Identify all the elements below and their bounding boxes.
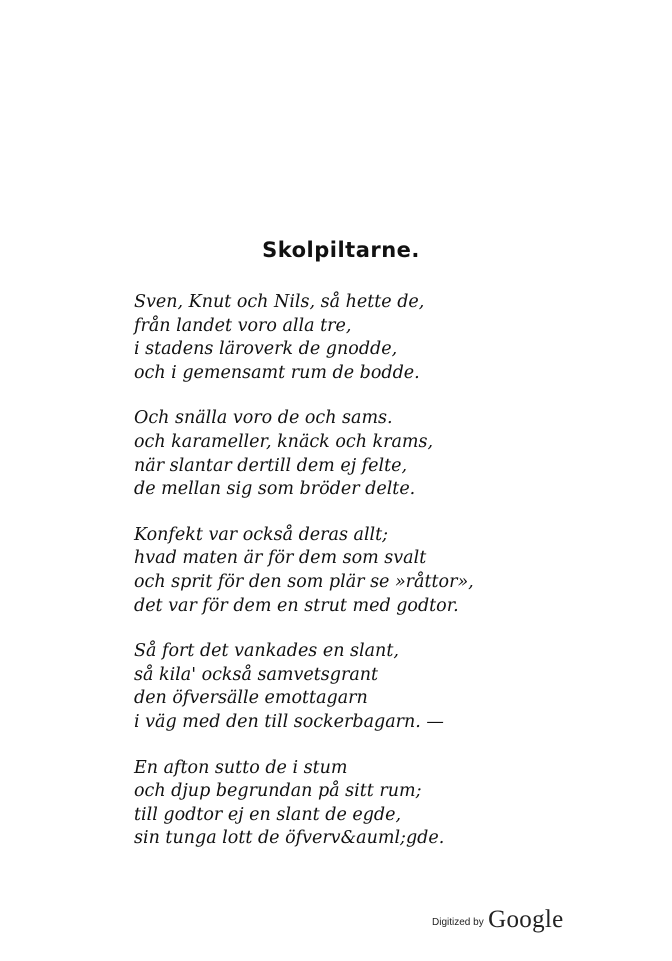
verse-line: i väg med den till sockerbagarn. — xyxy=(134,711,444,732)
verse-line: till godtor ej en slant de egde, xyxy=(134,804,402,825)
verse-line: och djup begrundan på sitt rum; xyxy=(134,781,422,802)
verse-line: Så fort det vankades en slant, xyxy=(134,641,399,662)
verse-line: och sprit för den som plär se »råttor», xyxy=(134,571,474,592)
digitized-by-label: Digitized by xyxy=(432,917,484,928)
stanza-3 xyxy=(134,524,554,618)
verse-line: och i gemensamt rum de bodde. xyxy=(134,362,420,383)
stanza-1 xyxy=(134,291,554,385)
verse-line: de mellan sig som bröder delte. xyxy=(134,479,416,500)
google-wordmark: Google xyxy=(488,906,564,933)
verse-line: från landet voro alla tre, xyxy=(134,315,352,336)
verse-line: och karameller, knäck och krams, xyxy=(134,431,434,452)
digitization-credit xyxy=(432,906,564,934)
poem-body xyxy=(134,291,554,873)
verse-line: En afton sutto de i stum xyxy=(134,757,348,778)
verse-line: när slantar dertill dem ej felte, xyxy=(134,455,408,476)
verse-line: Och snälla voro de och sams. xyxy=(134,408,393,429)
verse-line: sin tunga lott de öfverv&auml;gde. xyxy=(134,828,445,849)
verse-line: Konfekt var också deras allt; xyxy=(134,524,389,545)
stanza-5 xyxy=(134,757,554,851)
verse-line: det var för dem en strut med godtor. xyxy=(134,595,459,616)
verse-line: hvad maten är för dem som svalt xyxy=(134,548,427,569)
verse-line: så kila' också samvetsgrant xyxy=(134,664,379,685)
verse-line: den öfversälle emottagarn xyxy=(134,688,368,709)
verse-line: Sven, Knut och Nils, så hette de, xyxy=(134,292,425,312)
stanza-4 xyxy=(134,640,554,734)
poem-title: Skolpiltarne. xyxy=(262,238,420,262)
stanza-2 xyxy=(134,407,554,501)
verse-line: i stadens läroverk de gnodde, xyxy=(134,339,398,360)
